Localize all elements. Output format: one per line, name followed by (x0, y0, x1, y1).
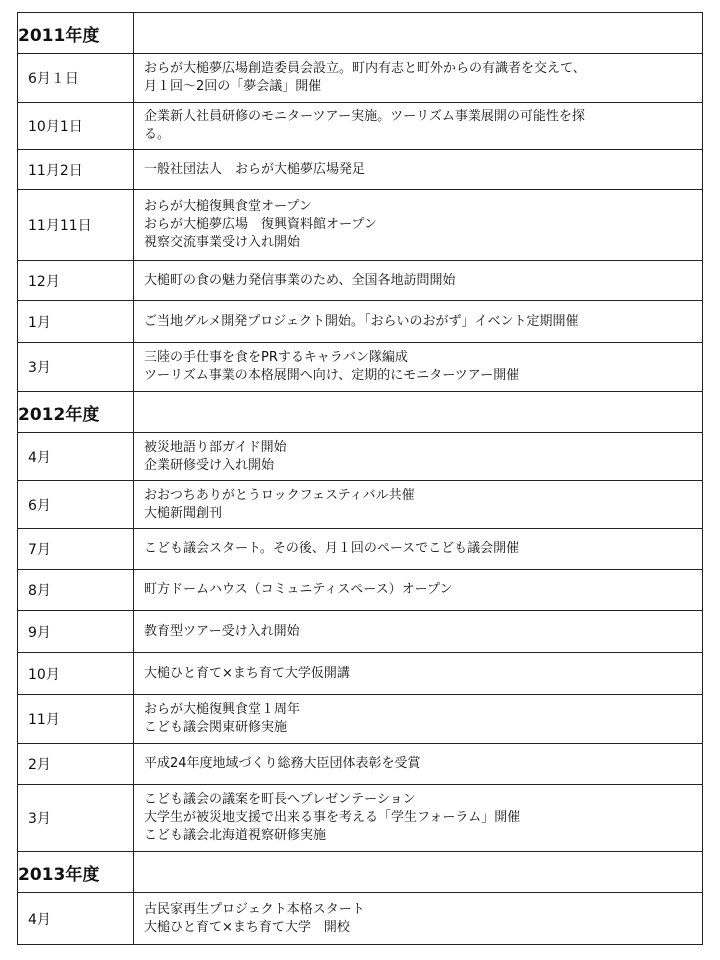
event-date: 10月1日 (18, 103, 134, 150)
event-date: 11月11日 (18, 190, 134, 261)
year-header-row (18, 852, 703, 893)
description-line: ご当地グルメ開発プロジェクト開始。「おらいのおがず」イベント定期開催 (144, 313, 579, 329)
event-date: 4月 (18, 433, 134, 481)
description-line: 大槌ひと育て×まち育て大学仮開講 (144, 665, 350, 681)
description-line: 視察交流事業受け入れ開始 (144, 235, 301, 250)
event-description (134, 54, 703, 103)
timeline-row (18, 150, 703, 190)
year-label: 2011年度 (18, 13, 134, 54)
description-line: 古民家再生プロジェクト本格スタート (144, 901, 365, 917)
description-line: おおつちありがとうロックフェスティバル共催 (144, 487, 415, 503)
timeline-row (18, 785, 703, 852)
year-header-row (18, 392, 703, 433)
year-label: 2013年度 (18, 852, 134, 893)
event-description (134, 529, 703, 570)
timeline-row (18, 570, 703, 611)
description-line: 企業新人社員研修のモニターツアー実施。ツーリズム事業展開の可能性を探 (144, 109, 585, 124)
description-line: 大槌町の食の魅力発信事業のため、全国各地訪問開始 (144, 272, 456, 288)
timeline-row (18, 695, 703, 744)
description-line: おらが大槌復興食堂１周年 (144, 702, 301, 717)
timeline-row (18, 54, 703, 103)
timeline-row (18, 343, 703, 392)
description-line: こども議会スタート。その後、月１回のペースでこども議会開催 (144, 541, 520, 556)
event-date: 12月 (18, 261, 134, 301)
event-description (134, 570, 703, 611)
timeline-row (18, 893, 703, 945)
event-date: 7月 (18, 529, 134, 570)
description-line: 平成24年度地域づくり総務大臣団体表彰を受賞 (144, 756, 421, 771)
description-line: 月１回～2回の「夢会議」開催 (144, 79, 322, 94)
event-description (134, 150, 703, 190)
event-date: 3月 (18, 343, 134, 392)
year-empty-cell (134, 13, 703, 54)
description-line: 大槌新聞創刊 (144, 505, 223, 521)
description-line: 企業研修受け入れ開始 (144, 457, 275, 473)
timeline-row (18, 103, 703, 150)
description-line: こども議会北海道視察研修実施 (144, 828, 327, 843)
event-date: 11月2日 (18, 150, 134, 190)
description-line: る。 (144, 127, 171, 142)
event-date: 10月 (18, 653, 134, 695)
description-line: 被災地語り部ガイド開始 (144, 439, 287, 455)
description-line: こども議会関東研修実施 (144, 720, 288, 735)
event-description (134, 611, 703, 653)
event-description (134, 103, 703, 150)
description-line: おらが大槌夢広場 復興資料館オープン (144, 217, 377, 232)
timeline-table (17, 12, 703, 945)
year-empty-cell (134, 852, 703, 893)
description-line: こども議会の議案を町長へプレゼンテーション (144, 792, 416, 807)
timeline-row (18, 744, 703, 785)
year-empty-cell (134, 392, 703, 433)
event-description (134, 893, 703, 945)
event-date: 9月 (18, 611, 134, 653)
description-line: 三陸の手仕事を食をPRするキャラバン隊編成 (144, 350, 408, 365)
year-label: 2012年度 (18, 392, 134, 433)
description-line: ツーリズム事業の本格展開へ向け、定期的にモニターツアー開催 (144, 368, 520, 383)
timeline-row (18, 190, 703, 261)
timeline-row (18, 261, 703, 301)
description-line: 大学生が被災地支援で出来る事を考える「学生フォーラム」開催 (144, 810, 521, 825)
timeline-row (18, 653, 703, 695)
event-date: 4月 (18, 893, 134, 945)
event-description (134, 481, 703, 529)
timeline-row (18, 301, 703, 343)
event-description (134, 695, 703, 744)
event-description (134, 261, 703, 301)
event-description (134, 190, 703, 261)
event-description (134, 433, 703, 481)
timeline-row (18, 529, 703, 570)
event-date: 6月 (18, 481, 134, 529)
description-line: 一般社団法人 おらが大槌夢広場発足 (144, 161, 366, 177)
event-description (134, 744, 703, 785)
timeline-row (18, 611, 703, 653)
event-description (134, 343, 703, 392)
event-date: 1月 (18, 301, 134, 343)
description-line: おらが大槌夢広場創造委員会設立。町内有志と町外からの有識者を交えて、 (144, 61, 586, 76)
description-line: 町方ドームハウス（コミュニティスペース）オープン (144, 582, 453, 597)
event-description (134, 785, 703, 852)
event-description (134, 653, 703, 695)
event-date: 2月 (18, 744, 134, 785)
description-line: 教育型ツアー受け入れ開始 (144, 623, 300, 639)
event-date: 11月 (18, 695, 134, 744)
timeline-row (18, 481, 703, 529)
description-line: 大槌ひと育て×まち育て大学 開校 (144, 919, 350, 935)
description-line: おらが大槌復興食堂オープン (144, 199, 312, 214)
event-date: 8月 (18, 570, 134, 611)
year-header-row (18, 13, 703, 54)
event-description (134, 301, 703, 343)
event-date: 6月１日 (18, 54, 134, 103)
event-date: 3月 (18, 785, 134, 852)
timeline-row (18, 433, 703, 481)
